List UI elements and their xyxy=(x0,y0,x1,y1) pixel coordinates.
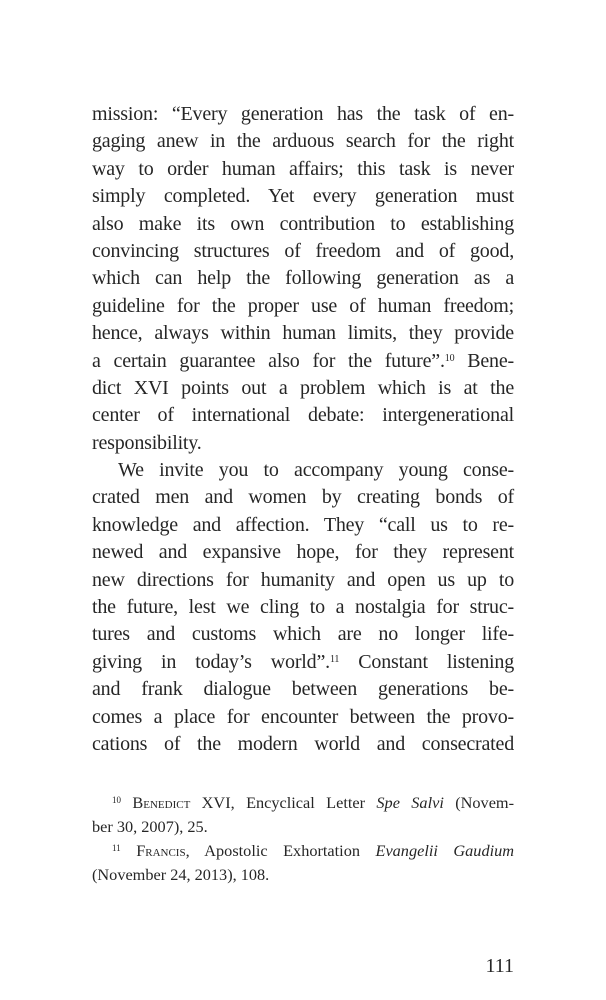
line-text: giving in today’s world”. xyxy=(92,650,330,673)
body-line: convincing structures of freedom and of good, xyxy=(92,239,514,262)
footnote-author: Francis xyxy=(136,841,186,860)
footnote-reference[interactable]: 11 xyxy=(329,653,340,665)
body-line: new directions for humanity and open us up to xyxy=(92,568,514,591)
body-line: dict XVI points out a problem which is at the xyxy=(92,376,514,399)
footnote-11-cont: (November 24, 2013), 108. xyxy=(92,865,270,884)
footnote-reference[interactable]: 10 xyxy=(444,352,455,364)
body-line: hence, always within human limits, they provide xyxy=(92,322,514,345)
footnote-text: XVI, Encyclical Letter xyxy=(190,793,377,812)
body-line: newed and expansive hope, for they represent xyxy=(92,541,514,564)
footnote-text: , Apostolic Exhortation xyxy=(185,841,376,860)
body-line: center of international debate: intergenerational xyxy=(92,404,514,427)
footnote-title: Spe Salvi xyxy=(376,793,444,812)
body-line: comes a place for encounter between the provo- xyxy=(92,705,514,728)
body-line: crated men and women by creating bonds of xyxy=(92,486,514,509)
body-line: We invite you to accompany young conse- xyxy=(118,459,514,482)
footnote-11 xyxy=(92,839,514,863)
body-line: guideline for the proper use of human freedom; xyxy=(92,294,514,317)
footnote-text: (Novem- xyxy=(443,793,515,812)
body-line: knowledge and affection. They “call us to re- xyxy=(92,513,514,536)
body-line: which can help the following generation as a xyxy=(92,267,514,290)
body-line: gaging anew in the arduous search for the right xyxy=(92,130,514,153)
body-line: simply completed. Yet every generation must xyxy=(92,185,514,208)
body-line: way to order human affairs; this task is never xyxy=(92,157,514,180)
body-line: mission: “Every generation has the task of en- xyxy=(92,103,514,125)
line-text: Bene- xyxy=(454,349,514,372)
body-line: responsibility. xyxy=(92,431,202,454)
footnote-10-cont: ber 30, 2007), 25. xyxy=(92,817,208,836)
footnote-10 xyxy=(92,791,514,815)
body-line: and frank dialogue between generations be- xyxy=(92,678,514,701)
footnotes xyxy=(92,791,514,887)
body-line: tures and customs which are no longer life- xyxy=(92,623,514,646)
page-number: 111 xyxy=(485,955,514,977)
footnote-author: Benedict xyxy=(132,793,191,812)
footnote-number: 11 xyxy=(112,843,121,853)
body-line: also make its own contribution to establishing xyxy=(92,212,514,235)
body-line: cations of the modern world and consecrated xyxy=(92,732,514,755)
footnote-number: 10 xyxy=(112,795,121,805)
body-line xyxy=(92,348,514,375)
line-text: a certain guarantee also for the future”. xyxy=(92,349,445,372)
body-line: the future, lest we cling to a nostalgia for struc- xyxy=(92,596,514,619)
body-text xyxy=(92,101,514,758)
body-line xyxy=(92,649,514,676)
line-text: Constant listening xyxy=(339,650,515,673)
footnote-title: Evangelii Gaudium xyxy=(375,841,515,860)
